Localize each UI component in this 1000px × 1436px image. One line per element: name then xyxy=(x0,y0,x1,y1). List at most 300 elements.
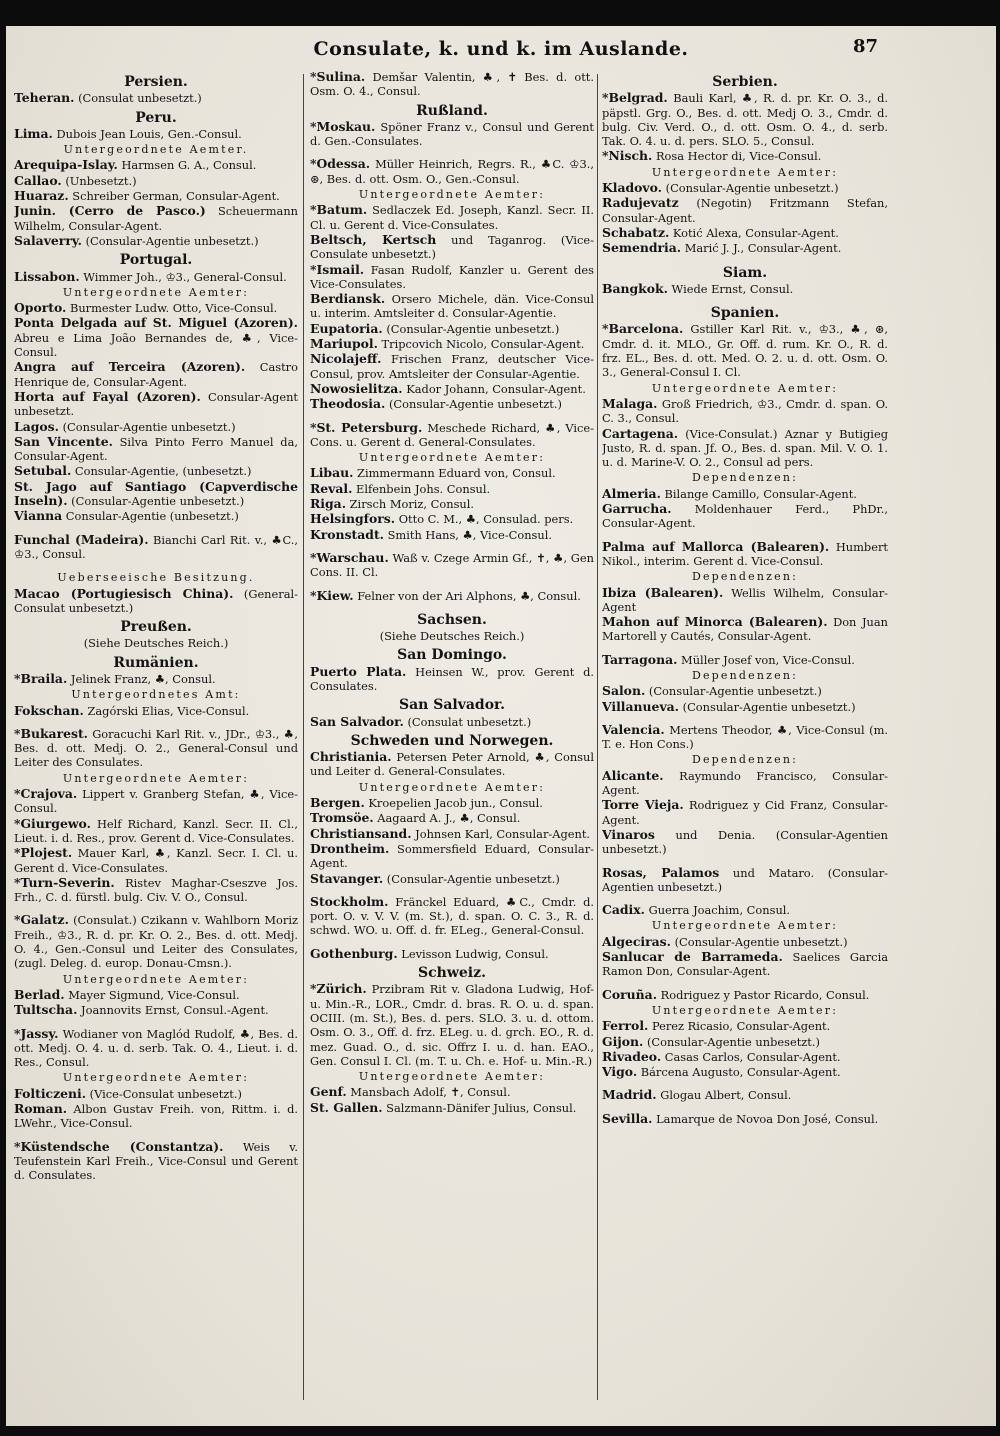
entry-details: Abreu e Lima João Bernandes de, ♣, Vice-Consul. xyxy=(14,330,298,360)
entry-city: *Belgrad. xyxy=(602,90,668,106)
consulate-entry xyxy=(602,1019,888,1033)
entry-details: Harmsen G. A., Consul. xyxy=(117,158,257,173)
entry-city: Setubal. xyxy=(14,463,72,479)
entry-city: Sanlucar de Barrameda. xyxy=(602,949,783,965)
entry-details: Gstiller Karl Rit. v., ♔3., ♣, ⊛, Cmdr. d. it. MLO., Gr. Off. d. rum. Kr. O., R. d. frz. EL., Bes. d. ott. Med. O. 2. u. d. ott. Osm. O. 3., General-Consul I. Cl. xyxy=(602,322,888,380)
consulate-entry xyxy=(310,827,594,841)
entry-details: Orsero Michele, dän. Vice-Consul u. interim. Amtsleiter d. Consular-Agentie. xyxy=(310,292,594,321)
entry-city: Arequipa-Islay. xyxy=(14,157,118,173)
entry-city: Ibiza (Balearen). xyxy=(602,584,724,600)
consulate-entry xyxy=(14,480,298,509)
entry-city: *Crajova. xyxy=(14,786,78,802)
consulate-entry xyxy=(602,241,888,255)
consulate-entry xyxy=(602,586,888,615)
entry-city: Semendria. xyxy=(602,240,682,256)
consulate-entry xyxy=(14,316,298,359)
document-page xyxy=(6,26,996,1426)
entry-city: Villanueva. xyxy=(602,698,679,714)
entry-city: Stavanger. xyxy=(310,870,384,886)
consulate-entry xyxy=(310,512,594,526)
entry-details: Consular-Agent unbesetzt. xyxy=(14,389,298,419)
consulate-entry xyxy=(14,988,298,1002)
consulate-entry xyxy=(602,1050,888,1064)
entry-city: *Jassy. xyxy=(14,1025,59,1041)
entry-city: Beltsch, Kertsch xyxy=(310,231,437,247)
country-heading: Sachsen. xyxy=(417,611,487,628)
entry-details: Goracuchi Karl Rit. v., JDr., ♔3., ♣, Bes. d. ott. Medj. O. 2., General-Consul und Leiter des Consulates. xyxy=(14,726,298,770)
consulate-entry xyxy=(310,551,594,580)
entry-details: Castro Henrique de, Consular-Agent. xyxy=(14,360,298,389)
entry-details: Bárcena Augusto, Consular-Agent. xyxy=(637,1065,841,1080)
entry-city: Oporto. xyxy=(14,300,67,316)
entry-city: Eupatoria. xyxy=(310,320,383,336)
consulate-entry xyxy=(310,872,594,886)
consulate-entry xyxy=(310,482,594,496)
entry-city: Ponta Delgada auf St. Miguel (Azoren). xyxy=(14,315,298,331)
subordinate-heading: Untergeordnete Aemter: xyxy=(358,451,546,465)
consulate-entry xyxy=(14,672,298,686)
entry-details: Helf Richard, Kanzl. Secr. II. Cl., Lieut. i. d. Res., prov. Gerent d. Vice-Consulates. xyxy=(14,816,298,845)
entry-details: Saelices Garcia Ramon Don, Consular-Agent. xyxy=(602,950,888,979)
column-left xyxy=(14,70,298,1412)
subordinate-heading: Untergeordnete Aemter: xyxy=(651,381,839,395)
entry-details: Salzmann-Dänifer Julius, Consul. xyxy=(382,1100,577,1115)
entry-details: Fasan Rudolf, Kanzler u. Gerent des Vice-Consulates. xyxy=(310,262,594,291)
entry-city: Fokschan. xyxy=(14,702,84,718)
entry-details: Bauli Karl, ♣, R. d. pr. Kr. O. 3., d. päpstl. Grg. O., Bes. d. ott. Medj O. 3., Cmdr. d. bulg. Civ. Verd. O., d. ott. Osm. O. 4., d. serb. Tak. O. 4. u. d. pers. SLO. 5., Consul. xyxy=(602,91,888,149)
entry-city: Torre Vieja. xyxy=(602,797,684,813)
entry-details: Consular-Agentie, (unbesetzt.) xyxy=(71,464,252,479)
entry-details: Bianchi Carl Rit. v., ♣C., ♔3., Consul. xyxy=(14,532,298,561)
consulate-entry xyxy=(310,292,594,321)
subordinate-heading: Untergeordnete Aemter: xyxy=(358,188,546,202)
entry-details: Sedlaczek Ed. Joseph, Kanzl. Secr. II. Cl. u. Gerent d. Vice-Consulates. xyxy=(310,203,594,232)
entry-city: Drontheim. xyxy=(310,840,390,856)
entry-details: Weis v. Teufenstein Karl Freih., Vice-Consul und Gerent d. Consulates. xyxy=(14,1139,298,1183)
entry-city: Bangkok. xyxy=(602,280,668,296)
entry-details: (Negotin) Fritzmann Stefan, Consular-Agent. xyxy=(602,196,888,225)
entry-details: Sommersfield Eduard, Consular-Agent. xyxy=(310,841,594,871)
entry-details: Wiede Ernst, Consul. xyxy=(667,281,794,296)
entry-details: Frischen Franz, deutscher Vice-Consul, prov. Amtsleiter der Consular-Agentie. xyxy=(310,352,594,381)
entry-city: *Küstendsche (Constantza). xyxy=(14,1138,224,1154)
entry-city: Junin. (Cerro de Pasco.) xyxy=(14,203,206,219)
entry-city: Bergen. xyxy=(310,795,365,811)
country-heading: Schweden und Norwegen. xyxy=(350,732,554,749)
entry-details: Müller Heinrich, Regrs. R., ♣C. ♔3., ⊛, Bes. d. ott. Osm. O., Gen.-Consul. xyxy=(310,157,594,186)
entry-details: Schreiber German, Consular-Agent. xyxy=(68,189,280,204)
subordinate-heading: Untergeordnete Aemter: xyxy=(62,771,250,785)
entry-details: Ristev Maghar-Cseszve Jos. Frh., C. d. fürstl. bulg. Civ. V. O., Consul. xyxy=(14,875,298,905)
country-heading: Serbien. xyxy=(712,74,778,90)
entry-details: (Consular-Agentie unbesetzt.) xyxy=(643,1034,820,1049)
consulate-entry xyxy=(310,589,594,603)
consulate-entry xyxy=(14,1140,298,1183)
entry-city: Libau. xyxy=(310,465,354,481)
consulate-entry xyxy=(310,322,594,336)
consulate-entry xyxy=(14,270,298,284)
subordinate-heading: Untergeordnete Aemter: xyxy=(651,1003,839,1017)
column-right xyxy=(602,70,888,1412)
consulate-entry xyxy=(14,204,298,233)
entry-details: Johnsen Karl, Consular-Agent. xyxy=(411,826,591,841)
entry-city: Berlad. xyxy=(14,986,65,1002)
country-heading: Spanien. xyxy=(710,305,780,322)
consulate-entry xyxy=(602,1088,888,1102)
entry-city: Rivadeo. xyxy=(602,1048,662,1064)
consulate-entry xyxy=(14,727,298,770)
entry-city: *Barcelona. xyxy=(602,321,684,337)
consulate-entry xyxy=(602,149,888,163)
entry-city: Kronstadt. xyxy=(310,526,384,542)
consulate-entry xyxy=(14,846,298,875)
consulate-entry xyxy=(310,352,594,381)
consulate-entry xyxy=(14,464,298,478)
consulate-entry xyxy=(14,1003,298,1017)
consulate-entry xyxy=(602,988,888,1002)
entry-details: Albon Gustav Freih. von, Rittm. i. d. LWehr., Vice-Consul. xyxy=(14,1102,298,1131)
entry-details: Burmester Ludw. Otto, Vice-Consul. xyxy=(66,301,278,316)
consulate-entry xyxy=(310,947,594,961)
entry-details: Mauer Karl, ♣, Kanzl. Secr. I. Cl. u. Gerent d. Vice-Consulates. xyxy=(14,846,298,875)
page-number: 87 xyxy=(852,36,878,57)
country-heading: San Salvador. xyxy=(398,697,506,714)
entry-city: Vigo. xyxy=(602,1064,638,1080)
country-heading: Peru. xyxy=(135,109,177,126)
entry-city: Tultscha. xyxy=(14,1002,78,1018)
entry-details: (General-Consulat unbesetzt.) xyxy=(14,586,298,615)
entry-details: und Taganrog. (Vice-Consulate unbesetzt.) xyxy=(310,232,594,262)
entry-city: Mariupol. xyxy=(310,336,378,352)
consulate-entry xyxy=(310,337,594,351)
consulate-entry xyxy=(602,950,888,979)
entry-details: Zirsch Moriz, Consul. xyxy=(346,497,475,512)
entry-details: Don Juan Martorell y Cautés, Consular-Agent. xyxy=(602,615,888,644)
entry-city: Stockholm. xyxy=(310,893,389,909)
consulate-entry xyxy=(310,263,594,292)
entry-city: Berdiansk. xyxy=(310,291,386,307)
entry-city: San Vincente. xyxy=(14,433,113,449)
entry-city: Malaga. xyxy=(602,395,658,411)
entry-city: Christiansand. xyxy=(310,825,412,841)
entry-details: Mansbach Adolf, ✝, Consul. xyxy=(346,1085,511,1100)
entry-details: Consular-Agentie (unbesetzt.) xyxy=(62,509,239,524)
cross-reference-note: (Siehe Deutsches Reich.) xyxy=(83,636,229,651)
entry-details: Dubois Jean Louis, Gen.-Consul. xyxy=(52,126,242,141)
consulate-entry xyxy=(602,1112,888,1126)
entry-city: *Sulina. xyxy=(310,70,366,84)
consulate-entry xyxy=(602,1065,888,1079)
entry-city: Puerto Plata. xyxy=(310,663,407,679)
subordinate-heading: Untergeordnete Aemter. xyxy=(63,143,249,157)
consulate-entry xyxy=(14,234,298,248)
consulate-entry xyxy=(310,203,594,232)
entry-city: Mahon auf Minorca (Balearen). xyxy=(602,614,828,630)
entry-city: *Bukarest. xyxy=(14,725,88,741)
consulate-entry xyxy=(602,226,888,240)
entry-city: Tromsöe. xyxy=(310,810,374,826)
entry-details: und Denia. (Consular-Agentien unbesetzt.) xyxy=(602,827,888,857)
consulate-entry xyxy=(602,700,888,714)
consulate-entry xyxy=(602,1035,888,1049)
entry-details: Tripcovich Nicolo, Consular-Agent. xyxy=(377,337,585,352)
consulate-entry xyxy=(602,684,888,698)
cross-reference-note: (Siehe Deutsches Reich.) xyxy=(379,629,525,644)
entry-details: (Consular-Agentie unbesetzt.) xyxy=(385,397,562,412)
entry-city: *Odessa. xyxy=(310,156,371,172)
entry-details: Wimmer Joh., ♔3., General-Consul. xyxy=(79,269,287,284)
entry-city: St. Jago auf Santiago (Capverdische Inseln). xyxy=(14,478,298,509)
consulate-entry xyxy=(310,70,594,99)
consulate-entry xyxy=(310,120,594,149)
entry-city: *Braila. xyxy=(14,670,68,686)
page-header-title: Consulate, k. und k. im Auslande. xyxy=(313,38,689,60)
entry-city: Horta auf Fayal (Azoren). xyxy=(14,388,201,404)
entry-details: Wodianer von Maglód Rudolf, ♣, Bes. d. ott. Medj. O. 4. u. d. serb. Tak. O. 4., Lieut. i. d. Res., Consul. xyxy=(14,1026,298,1070)
country-heading: Rumänien. xyxy=(113,654,199,671)
subordinate-heading: Dependenzen: xyxy=(691,471,799,485)
entry-city: Schabatz. xyxy=(602,224,670,240)
entry-city: *St. Petersburg. xyxy=(310,419,423,435)
entry-details: Zagórski Elias, Vice-Consul. xyxy=(83,703,250,718)
entry-city: Folticzeni. xyxy=(14,1085,87,1101)
consulate-entry xyxy=(14,1027,298,1070)
entry-city: Vinaros xyxy=(602,826,655,842)
entry-city: Salaverry. xyxy=(14,232,82,248)
consulate-entry xyxy=(310,382,594,396)
consulate-entry xyxy=(602,828,888,857)
entry-city: Nicolajeff. xyxy=(310,351,382,367)
consulate-entry xyxy=(602,487,888,501)
entry-details: Kador Johann, Consular-Agent. xyxy=(402,381,586,396)
subordinate-heading: Dependenzen: xyxy=(691,668,799,682)
consulate-entry xyxy=(310,1101,594,1115)
entry-details: (Vice-Consulat unbesetzt.) xyxy=(86,1086,242,1101)
entry-city: *Moskau. xyxy=(310,118,376,134)
entry-city: *Kiew. xyxy=(310,587,354,603)
entry-details: Zimmermann Eduard von, Consul. xyxy=(353,466,556,481)
country-heading: San Domingo. xyxy=(397,647,507,664)
entry-details: Smith Hans, ♣, Vice-Consul. xyxy=(384,527,552,542)
entry-city: Vianna xyxy=(14,508,63,524)
entry-details: (Consulat unbesetzt.) xyxy=(403,714,532,729)
entry-city: Valencia. xyxy=(602,721,665,737)
consulate-entry xyxy=(602,502,888,531)
consulate-entry xyxy=(14,1102,298,1131)
subordinate-heading: Untergeordnete Aemter: xyxy=(358,780,546,794)
consulate-entry xyxy=(310,665,594,694)
entry-details: Lippert v. Granberg Stefan, ♣, Vice-Consul. xyxy=(14,787,298,816)
entry-city: *Zürich. xyxy=(310,981,367,997)
entry-details: Silva Pinto Ferro Manuel da, Consular-Agent. xyxy=(14,434,298,464)
entry-city: Gothenburg. xyxy=(310,945,398,961)
consulate-entry xyxy=(14,817,298,846)
entry-details: Demšar Valentin, ♣, ✝ Bes. d. ott. Osm. O. 4., Consul. xyxy=(310,70,594,99)
consulate-entry xyxy=(14,127,298,141)
entry-city: Almeria. xyxy=(602,485,661,501)
entry-details: Otto C. M., ♣, Consulad. pers. xyxy=(395,512,574,527)
entry-city: Teheran. xyxy=(14,90,75,106)
entry-details: (Consular-Agentie unbesetzt.) xyxy=(81,233,259,248)
entry-details: Petersen Peter Arnold, ♣, Consul und Leiter d. General-Consulates. xyxy=(310,750,594,779)
consulate-entry xyxy=(310,842,594,871)
subordinate-heading: Untergeordnete Aemter: xyxy=(62,285,250,299)
entry-city: Huaraz. xyxy=(14,188,69,204)
entry-details: Meschede Richard, ♣, Vice-Cons. u. Gerent d. General-Consulates. xyxy=(310,420,594,449)
entry-city: Reval. xyxy=(310,480,353,496)
entry-details: (Consular-Agentie unbesetzt.) xyxy=(67,494,245,509)
entry-details: (Consular-Agentie unbesetzt.) xyxy=(382,321,560,336)
consulate-entry xyxy=(14,876,298,905)
consulate-entry xyxy=(602,427,888,470)
entry-details: (Consular-Agentie unbesetzt.) xyxy=(679,699,856,714)
entry-details: Moldenhauer Ferd., PhDr., Consular-Agent. xyxy=(602,502,888,531)
entry-details: (Vice-Consulat.) Aznar y Butigieg Justo, R. d. span. Jf. O., Bes. d. span. Mil. V. O. 1. u. d. Marine-V. O. 2., Consul ad pers. xyxy=(602,426,888,470)
consulate-entry xyxy=(602,322,888,379)
entry-city: *Warschau. xyxy=(310,549,389,565)
entry-details: Bilange Camillo, Consular-Agent. xyxy=(660,486,857,501)
entry-city: *Galatz. xyxy=(14,912,69,928)
entry-details: Kotić Alexa, Consular-Agent. xyxy=(669,225,839,240)
entry-details: Müller Josef von, Vice-Consul. xyxy=(677,652,855,667)
country-heading: Preußen. xyxy=(120,619,192,636)
consulate-entry xyxy=(310,157,594,186)
consulate-entry xyxy=(14,360,298,389)
entry-city: Algeciras. xyxy=(602,933,671,949)
entry-details: Scheuermann Wilhelm, Consular-Agent. xyxy=(14,204,298,233)
subordinate-heading: Ueberseeische Besitzung. xyxy=(57,571,255,585)
subordinate-heading: Dependenzen: xyxy=(691,753,799,767)
consulate-entry xyxy=(14,91,298,105)
entry-city: Kladovo. xyxy=(602,180,662,196)
entry-details: Groß Friedrich, ♔3., Cmdr. d. span. O. C. 3., Consul. xyxy=(602,396,888,426)
entry-details: Rodriguez y Cid Franz, Consular-Agent. xyxy=(602,798,888,827)
entry-details: und Mataro. (Consular-Agentien unbesetzt.) xyxy=(602,865,888,894)
column-rule xyxy=(597,74,598,1400)
entry-city: San Salvador. xyxy=(310,713,404,729)
entry-details: Kroepelien Jacob jun., Consul. xyxy=(364,796,543,811)
consulate-entry xyxy=(310,796,594,810)
entry-city: Madrid. xyxy=(602,1087,657,1103)
consulate-entry xyxy=(14,301,298,315)
entry-city: Riga. xyxy=(310,496,347,512)
consulate-entry xyxy=(602,769,888,798)
entry-city: Garrucha. xyxy=(602,501,672,517)
entry-details: (Unbesetzt.) xyxy=(61,173,137,188)
entry-city: Cartagena. xyxy=(602,425,679,441)
consulate-entry xyxy=(602,653,888,667)
entry-city: Radujevatz xyxy=(602,195,679,211)
entry-city: Theodosia. xyxy=(310,396,386,412)
consulate-entry xyxy=(310,1085,594,1099)
entry-details: Mertens Theodor, ♣, Vice-Consul (m. T. e. Hon Cons.) xyxy=(602,722,888,752)
country-heading: Rußland. xyxy=(416,102,488,119)
consulate-entry xyxy=(602,397,888,426)
subordinate-heading: Untergeordnete Aemter: xyxy=(651,919,839,933)
entry-city: Lagos. xyxy=(14,418,59,434)
entry-city: St. Gallen. xyxy=(310,1099,383,1115)
entry-details: Levisson Ludwig, Consul. xyxy=(397,946,549,961)
country-heading: Portugal. xyxy=(119,252,193,269)
subordinate-heading: Untergeordnete Aemter: xyxy=(62,972,250,986)
entry-city: Funchal (Madeira). xyxy=(14,531,149,547)
entry-city: Ferrol. xyxy=(602,1018,649,1034)
entry-details: Aagaard A. J., ♣, Consul. xyxy=(373,811,521,826)
entry-details: (Consulat unbesetzt.) xyxy=(74,91,202,106)
consulate-entry xyxy=(14,158,298,172)
entry-city: *Giurgewo. xyxy=(14,815,91,831)
entry-city: Helsingfors. xyxy=(310,511,396,527)
consulate-entry xyxy=(602,723,888,752)
entry-city: Christiania. xyxy=(310,749,392,765)
entry-city: *Nisch. xyxy=(602,148,653,164)
consulate-entry xyxy=(14,189,298,203)
consulate-entry xyxy=(310,811,594,825)
country-heading: Siam. xyxy=(722,264,768,281)
entry-city: Lima. xyxy=(14,125,53,141)
consulate-entry xyxy=(602,91,888,148)
consulate-entry xyxy=(602,615,888,644)
column-rule xyxy=(303,74,304,1400)
entry-details: Perez Ricasio, Consular-Agent. xyxy=(648,1019,831,1034)
consulate-entry xyxy=(14,587,298,616)
entry-city: Salon. xyxy=(602,683,646,699)
entry-details: Spöner Franz v., Consul und Gerent d. Gen.-Consulates. xyxy=(310,119,594,149)
entry-details: Przibram Rit v. Gladona Ludwig, Hof- u. Min.-R., LOR., Cmdr. d. bras. R. O. u. d. span. OCIII. (m. St.), Bes. d. pers. SLO. 3. u. d. ottom. Osm. O. 3., Off. d. frz. ELeg. u. d. grch. EO., R. d. mez. Guad. O., d. sic. Offrz I. u. d. han. EAO., Gen. Consul I. Cl. (m. T. u. Ch. e. Hof- u. Min.-R.) xyxy=(310,982,594,1068)
entry-details: (Consular-Agentie unbesetzt.) xyxy=(662,181,839,196)
subordinate-heading: Untergeordnete Aemter: xyxy=(62,1071,250,1085)
entry-details: Rosa Hector di, Vice-Consul. xyxy=(652,149,822,164)
entry-details: Mayer Sigmund, Vice-Consul. xyxy=(64,987,240,1002)
entry-details: Joannovits Ernst, Consul.-Agent. xyxy=(77,1003,269,1018)
consulate-entry xyxy=(14,509,298,523)
entry-city: Coruña. xyxy=(602,986,658,1002)
entry-details: Elfenbein Johs. Consul. xyxy=(352,481,491,496)
entry-city: Roman. xyxy=(14,1101,68,1116)
entry-city: Palma auf Mallorca (Balearen). xyxy=(602,538,830,554)
consulate-entry xyxy=(310,982,594,1068)
consulate-entry xyxy=(310,528,594,542)
entry-city: *Turn-Severin. xyxy=(14,874,115,890)
consulate-entry xyxy=(14,390,298,419)
entry-details: Fränckel Eduard, ♣C., Cmdr. d. port. O. v. V. V. (m. St.), d. span. O. C. 3., R. d. schwd. WO. u. Off. d. fr. ELeg., General-Consul. xyxy=(310,894,594,938)
entry-city: Angra auf Terceira (Azoren). xyxy=(14,359,246,375)
consulate-entry xyxy=(602,798,888,827)
consulate-entry xyxy=(602,181,888,195)
entry-city: *Batum. xyxy=(310,202,368,218)
consulate-entry xyxy=(602,282,888,296)
consulate-entry xyxy=(14,704,298,718)
consulate-entry xyxy=(602,935,888,949)
subordinate-heading: Untergeordnete Aemter: xyxy=(358,1070,546,1084)
consulate-entry xyxy=(14,533,298,562)
entry-details: Marić J. J., Consular-Agent. xyxy=(681,241,842,256)
consulate-entry xyxy=(310,497,594,511)
entry-details: (Consulat.) Czikann v. Wahlborn Moriz Freih., ♔3., R. d. pr. Kr. O. 2., Bes. d. ott. Medj. O. 4., Gen.-Consul und Leiter des Consulates, (zugl. Deleg. d. europ. Donau-Cmsn.). xyxy=(14,913,298,971)
consulate-entry xyxy=(310,397,594,411)
consulate-entry xyxy=(310,421,594,450)
entry-city: Callao. xyxy=(14,172,62,188)
entry-city: Cadix. xyxy=(602,902,645,918)
consulate-entry xyxy=(602,866,888,895)
consulate-entry xyxy=(14,913,298,970)
entry-details: (Consular-Agentie unbesetzt.) xyxy=(383,871,560,886)
consulate-entry xyxy=(14,420,298,434)
entry-city: Gijon. xyxy=(602,1033,644,1049)
entry-details: Guerra Joachim, Consul. xyxy=(644,903,791,918)
consulate-entry xyxy=(602,540,888,569)
entry-details: Felner von der Ari Alphons, ♣, Consul. xyxy=(353,588,581,603)
